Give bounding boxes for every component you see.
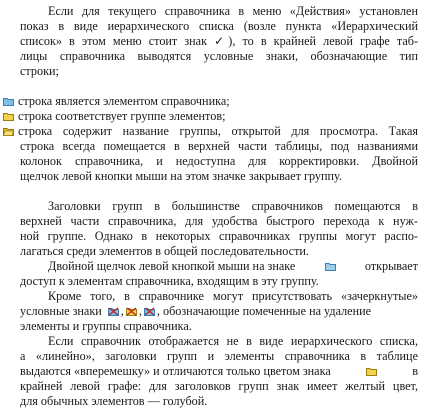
text-line — [20, 364, 418, 379]
yellow-folder-icon — [3, 112, 14, 121]
text-line — [48, 259, 418, 274]
struck-blue-element-icon — [108, 307, 119, 316]
separator-comma: , — [138, 304, 142, 318]
text-fragment: открывает — [364, 259, 419, 273]
text-line: верхней части справочника, для удобства быстрого перехода к нуж- — [20, 214, 418, 228]
text-fragment: в — [412, 364, 418, 378]
text-line: элементы и группы справочника. — [20, 319, 192, 333]
blue-folder-icon — [3, 97, 14, 106]
text-line: список» в этом меню стоит знак ✓), то в крайней левой графе таб- — [20, 34, 418, 48]
text-line: Кроме того, в справочнике могут присутствовать «зачеркнутые» — [48, 289, 418, 303]
text-line: Если справочник отображается не в виде иерархического списка, — [48, 334, 418, 348]
text-line: лицы справочника выводятся условные знаки, обозначающие тип — [20, 49, 418, 63]
text-line: доступ к элементам справочника, входящим в эту группу. — [20, 274, 319, 288]
legend-open-group-text: строка содержит название группы, открытой для просмотра. Такая — [18, 124, 418, 138]
legend-group-text: строка соответствует группе элементов; — [18, 109, 226, 123]
yellow-folder-icon — [325, 262, 336, 271]
text-line: щелчок левой кнопки мыши на этом значке закрывает группу. — [20, 169, 342, 183]
text-line: а «линейно», заголовки групп и элементы справочника в таблице — [20, 349, 418, 363]
separator-comma: , — [120, 304, 124, 318]
text-line: Если для текущего справочника в меню «Действия» установлен — [48, 4, 418, 18]
text-line: строка всегда помещается в верхней части таблицы, под названиями — [20, 139, 418, 153]
text-line: для обычных элементов — голубой. — [20, 394, 208, 408]
text-line: Заголовки групп в большинстве справочников помещаются в — [48, 199, 418, 213]
text-line: показ в виде иерархического списка (возле пункта «Иерархический — [20, 19, 418, 33]
struck-open-group-icon — [144, 307, 155, 316]
text-line: строки; — [20, 64, 59, 78]
text-fragment: , обозначающие помеченные на удаление — [156, 304, 372, 318]
legend-element-text: строка является элементом справочника; — [18, 94, 230, 108]
yellow-folder-icon — [366, 367, 377, 376]
text-fragment: условные знаки — [20, 304, 102, 318]
text-fragment: Двойной щелчок левой кнопкой мыши на знаке — [48, 259, 296, 273]
struck-group-icon — [126, 307, 137, 316]
text-line: лагаться среди элементов в общей последовательности. — [20, 244, 309, 258]
text-line — [20, 304, 418, 319]
yellow-open-folder-icon — [3, 127, 14, 136]
text-line: крайней левой графе: для заголовков групп знак имеет желтый цвет, — [20, 379, 418, 393]
text-fragment: выдаются «вперемешку» и отличаются только цветом знака — [20, 364, 331, 378]
text-line: ной группе. Однако в некоторых справочниках группы могут распо- — [20, 229, 418, 243]
text-line: колонок справочника, и недоступна для корректировки. Двойной — [20, 154, 418, 168]
